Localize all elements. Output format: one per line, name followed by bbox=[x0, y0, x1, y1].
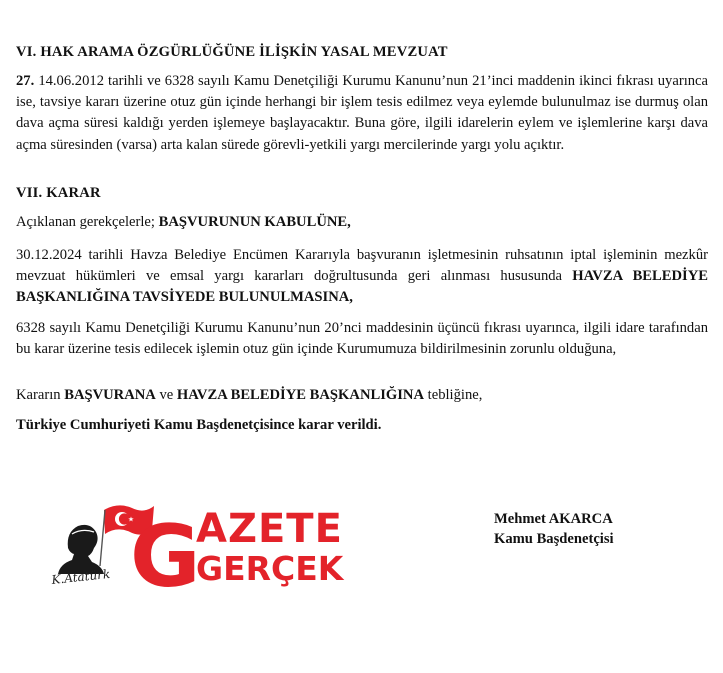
notification-mid: ve bbox=[155, 387, 177, 403]
decision-recommendation-text: 30.12.2024 tarihli Havza Belediye Encümen Kararıyla başvuranın işletmesinin ruhsatının iptal işleminin mezkûr mevzuat hükümleri ve emsal yargı kararları doğrultusunda geri alınması hususunda bbox=[16, 247, 708, 285]
signature-block bbox=[494, 509, 614, 549]
decision-recommendation-bold: HAVZA BELEDİYE BAŞKANLIĞINA TAVSİYEDE BULUNULMASINA, bbox=[16, 268, 709, 306]
decision-acceptance bbox=[16, 212, 708, 233]
decision-recommendation bbox=[16, 245, 708, 309]
ataturk-signature: K.Atatürk bbox=[50, 566, 111, 587]
notification-municipality: HAVZA BELEDİYE BAŞKANLIĞINA bbox=[176, 387, 425, 403]
notification-prefix: Kararın bbox=[16, 387, 65, 403]
paragraph-27-text: 14.06.2012 tarihli ve 6328 sayılı Kamu Denetçiliği Kurumu Kanunu’nun 21’inci maddenin ikinci fıkrası uyarınca ise, tavsiye kararı üzerine otuz gün içinde herhangi bir işlem tesis edilmez veya eylemde bulunulmaz ise durmuş olan dava açma süresi kaldığı yerden işlemeye başlayacaktır. Buna göre, ilgili idarelerin eylem ve işlemlerine karşı dava açma süresinden (varsa) arta kalan sürede görevli-yetkili yargı mercilerinde yargı yolu açıktır. bbox=[16, 73, 708, 153]
paragraph-number: 27. bbox=[16, 73, 35, 89]
decision-acceptance-prefix: Açıklanan gerekçelerle; bbox=[16, 214, 159, 230]
signatory-title: Kamu Başdenetçisi bbox=[494, 531, 614, 547]
section-6-heading: VI. HAK ARAMA ÖZGÜRLÜĞÜNE İLİŞKİN YASAL MEVZUAT bbox=[16, 44, 448, 60]
decision-notification-duty: 6328 sayılı Kamu Denetçiliği Kurumu Kanunu’nun 20’nci maddesinin üçüncü fıkrası uyarınca, ilgili idare tarafından bu karar üzerine tesis edilecek işlemin otuz gün içinde Kurumumuza bildirilmesinin zorunlu olduğuna, bbox=[16, 320, 708, 358]
section-7-heading: VII. KARAR bbox=[16, 185, 101, 201]
notification-suffix: tebliğine, bbox=[424, 387, 483, 403]
logo-big-letter: G bbox=[130, 507, 201, 594]
decision-acceptance-bold: BAŞVURUNUN KABULÜNE, bbox=[158, 214, 351, 230]
signatory-name: Mehmet AKARCA bbox=[494, 511, 613, 527]
decision-statement: Türkiye Cumhuriyeti Kamu Başdenetçisince karar verildi. bbox=[16, 417, 382, 433]
ataturk-silhouette-icon bbox=[58, 525, 104, 574]
decision-notification bbox=[16, 385, 708, 406]
logo-word-gercek: GERÇEK bbox=[196, 549, 344, 588]
gazete-gercek-logo bbox=[48, 496, 383, 594]
notification-applicant: BAŞVURANA bbox=[64, 387, 156, 403]
logo-word-gazete: AZETE bbox=[196, 506, 343, 552]
paragraph-27 bbox=[16, 71, 708, 156]
